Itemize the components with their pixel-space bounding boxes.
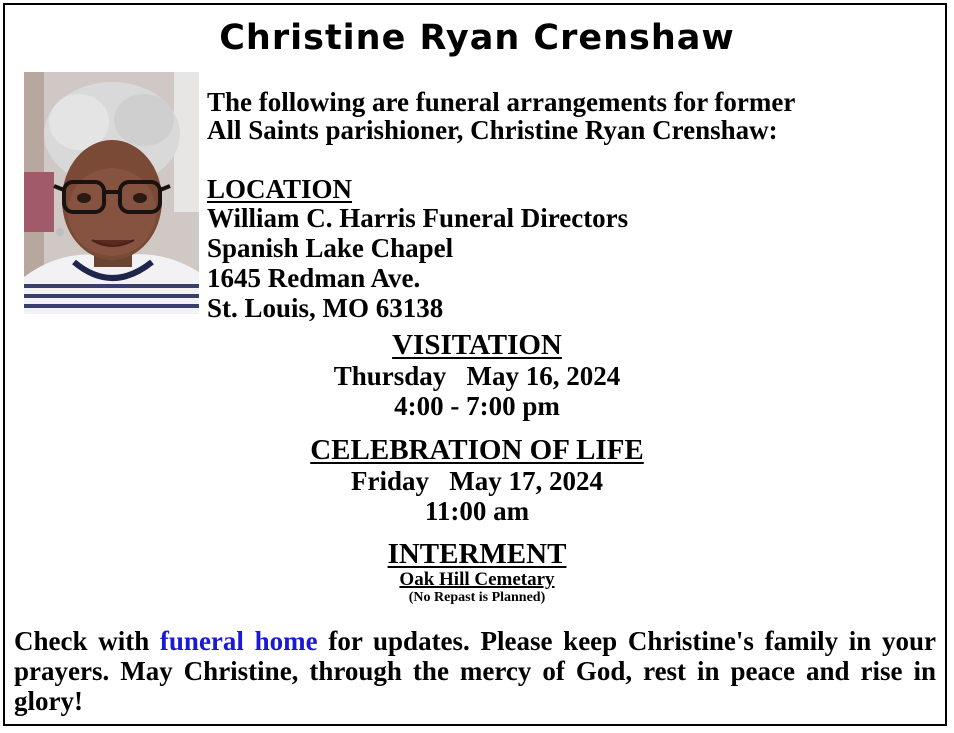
funeral-home-name: William C. Harris Funeral Directors bbox=[207, 203, 629, 233]
closing-text-start: Check with bbox=[14, 626, 160, 656]
cemetery-name: Oak Hill Cemetary bbox=[399, 569, 555, 590]
celebration-time: 11:00 am bbox=[424, 496, 530, 526]
closing-message bbox=[14, 626, 936, 716]
celebration-day: Friday bbox=[351, 466, 429, 496]
page-title: Christine Ryan Crenshaw bbox=[219, 18, 735, 58]
celebration-date: May 17, 2024 bbox=[449, 466, 603, 496]
visitation-date: May 16, 2024 bbox=[466, 361, 621, 391]
visitation-heading: VISITATION bbox=[392, 329, 562, 361]
portrait-photo bbox=[24, 72, 199, 314]
intro-text bbox=[207, 88, 947, 144]
visitation-day: Thursday bbox=[333, 361, 447, 391]
interment-section bbox=[0, 538, 954, 606]
chapel-name: Spanish Lake Chapel bbox=[207, 233, 454, 263]
interment-heading: INTERMENT bbox=[387, 538, 567, 570]
intro-line: All Saints parishioner, Christine Ryan Crenshaw: bbox=[207, 115, 778, 145]
city-state-zip: St. Louis, MO 63138 bbox=[207, 293, 444, 323]
intro-line: The following are funeral arrangements for former bbox=[207, 87, 796, 117]
street-address: 1645 Redman Ave. bbox=[207, 263, 421, 293]
visitation-section bbox=[0, 329, 954, 421]
celebration-section bbox=[0, 434, 954, 526]
visitation-time: 4:00 - 7:00 pm bbox=[394, 391, 560, 421]
closing-text-end: for updates. Please keep Christine's family in your prayers. May Christine, through the mercy of God, rest in peace and rise in glory! bbox=[14, 626, 937, 716]
repast-note: (No Repast is Planned) bbox=[408, 590, 546, 605]
celebration-heading: CELEBRATION OF LIFE bbox=[310, 434, 644, 466]
funeral-home-link[interactable]: funeral home bbox=[159, 626, 318, 656]
location-heading: LOCATION bbox=[207, 174, 353, 204]
location-address bbox=[207, 203, 628, 323]
